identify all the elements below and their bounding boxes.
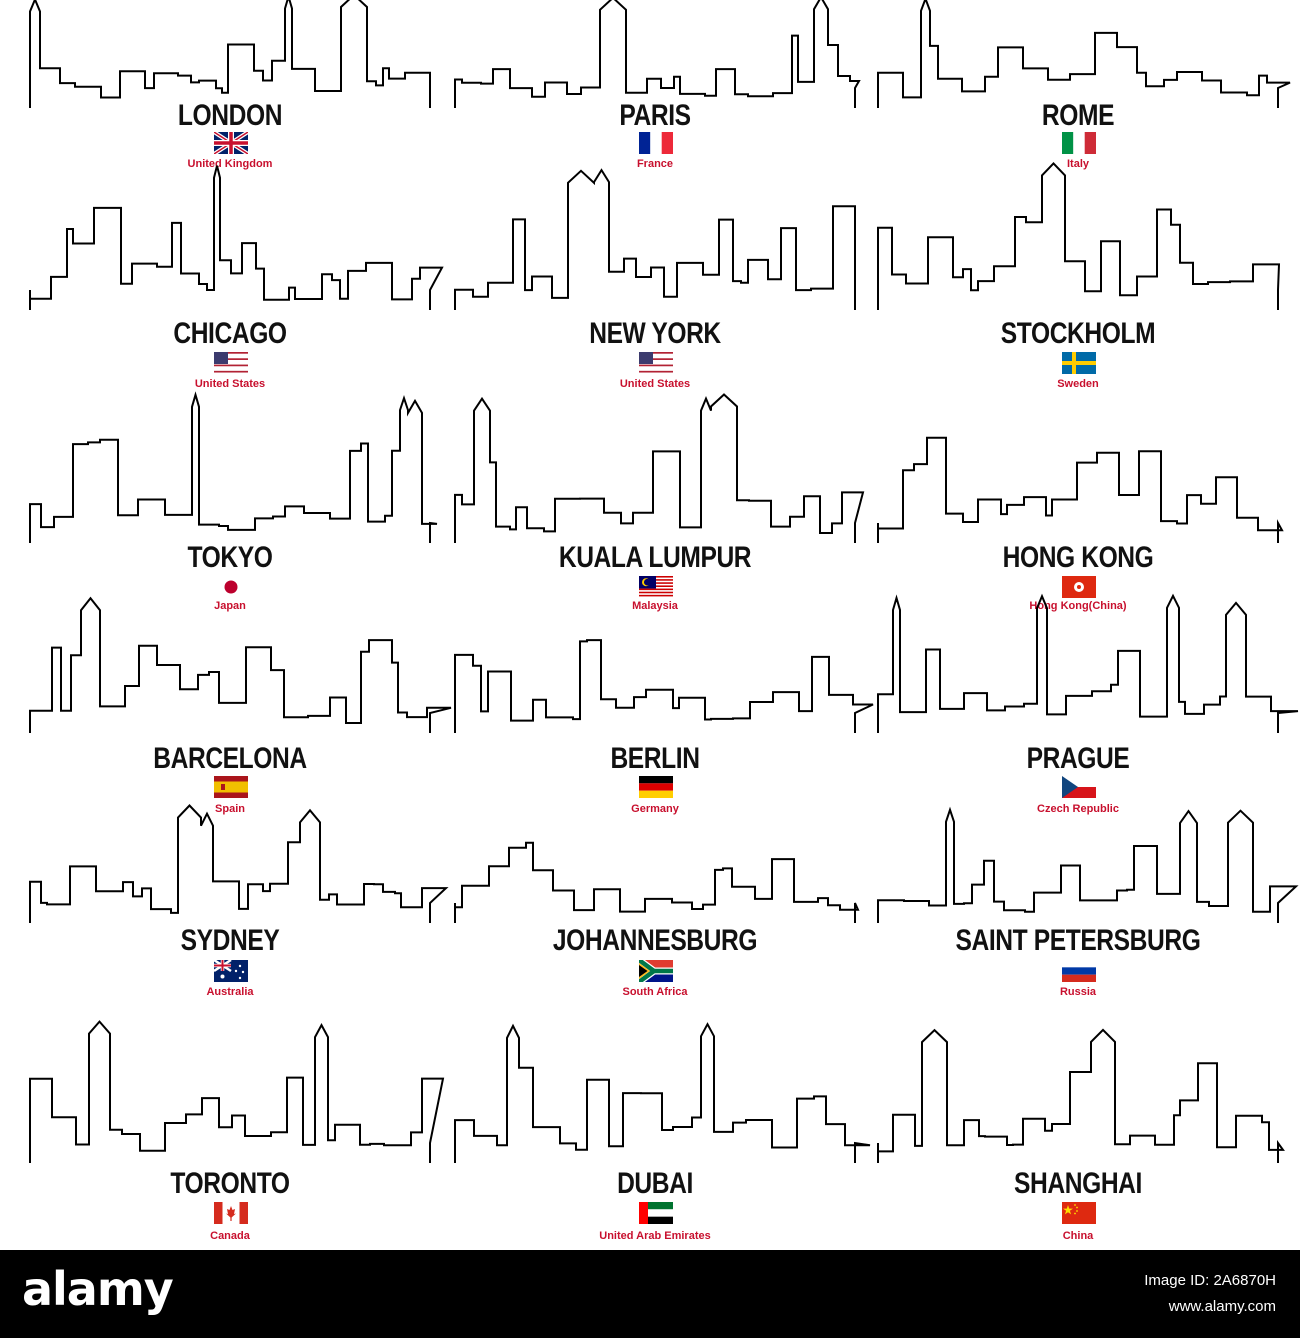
skyline-chicago bbox=[20, 170, 440, 312]
skyline-barcelona bbox=[20, 605, 440, 735]
city-name: STOCKHOLM bbox=[1000, 317, 1156, 350]
skyline-prague bbox=[868, 605, 1288, 735]
city-name: BERLIN bbox=[610, 742, 700, 775]
country-name: France bbox=[636, 158, 674, 170]
city-name: DUBAI bbox=[617, 1167, 693, 1200]
skyline-new-york bbox=[445, 170, 865, 312]
city-name: KUALA LUMPUR bbox=[558, 541, 752, 574]
site-url: www.alamy.com bbox=[1168, 1298, 1276, 1315]
country-name: Canada bbox=[210, 1230, 250, 1242]
skyline-outline bbox=[878, 438, 1282, 543]
canada-flag-icon bbox=[214, 1202, 248, 1224]
city-name: JOHANNESBURG bbox=[552, 924, 758, 957]
skyline-outline bbox=[30, 166, 442, 310]
uae-flag-icon bbox=[639, 1202, 673, 1224]
city-name: BARCELONA bbox=[153, 742, 307, 775]
usa-flag-icon bbox=[639, 352, 673, 374]
skyline-outline bbox=[455, 170, 855, 310]
skyline-kuala-lumpur bbox=[445, 400, 865, 545]
city-name: PARIS bbox=[619, 99, 691, 132]
skyline-outline bbox=[878, 0, 1290, 108]
czech-flag-icon bbox=[1062, 776, 1096, 798]
skyline-saint-petersburg bbox=[868, 815, 1288, 925]
skyline-outline bbox=[455, 0, 859, 108]
skyline-outline bbox=[30, 598, 451, 733]
skyline-berlin bbox=[445, 605, 865, 735]
skyline-london bbox=[20, 5, 440, 110]
skyline-outline bbox=[878, 163, 1279, 310]
hongkong-flag-icon bbox=[1062, 576, 1096, 598]
skyline-outline bbox=[455, 1024, 870, 1163]
uk-flag-icon bbox=[214, 132, 248, 154]
australia-flag-icon bbox=[214, 960, 248, 982]
country-name: United Arab Emirates bbox=[599, 1230, 711, 1242]
city-name: SYDNEY bbox=[180, 924, 280, 957]
skyline-outline bbox=[878, 596, 1298, 733]
skyline-johannesburg bbox=[445, 815, 865, 925]
city-name: SHANGHAI bbox=[1014, 1167, 1142, 1200]
city-name: LONDON bbox=[177, 99, 283, 132]
country-name: Malaysia bbox=[632, 600, 678, 612]
skyline-dubai bbox=[445, 1030, 865, 1165]
skyline-shanghai bbox=[868, 1030, 1288, 1165]
city-name: CHICAGO bbox=[173, 317, 287, 350]
image-id: Image ID: 2A6870H bbox=[1144, 1272, 1276, 1289]
france-flag-icon bbox=[639, 132, 673, 154]
country-name: Czech Republic bbox=[1037, 803, 1119, 815]
city-name: TOKYO bbox=[187, 541, 273, 574]
country-name: Australia bbox=[206, 986, 254, 998]
city-name: PRAGUE bbox=[1026, 742, 1130, 775]
malaysia-flag-icon bbox=[639, 576, 673, 598]
skyline-outline bbox=[455, 640, 873, 733]
country-name: United States bbox=[194, 378, 266, 390]
skyline-outline bbox=[30, 0, 430, 108]
city-name: TORONTO bbox=[170, 1167, 290, 1200]
city-name: SAINT PETERSBURG bbox=[955, 924, 1201, 957]
japan-flag-icon bbox=[214, 576, 248, 598]
spain-flag-icon bbox=[214, 776, 248, 798]
russia-flag-icon bbox=[1062, 960, 1096, 982]
skyline-sydney bbox=[20, 815, 440, 925]
italy-flag-icon bbox=[1062, 132, 1096, 154]
country-name: China bbox=[1062, 1230, 1094, 1242]
skyline-outline bbox=[30, 1022, 443, 1163]
skyline-toronto bbox=[20, 1030, 440, 1165]
skyline-outline bbox=[455, 395, 863, 544]
skyline-outline bbox=[878, 810, 1296, 923]
skyline-hong-kong bbox=[868, 400, 1288, 545]
skyline-outline bbox=[30, 806, 446, 924]
skyline-rome bbox=[868, 5, 1288, 110]
sweden-flag-icon bbox=[1062, 352, 1096, 374]
country-name: Hong Kong(China) bbox=[1029, 600, 1127, 612]
china-flag-icon bbox=[1062, 1202, 1096, 1224]
city-name: NEW YORK bbox=[589, 317, 721, 350]
country-name: Italy bbox=[1066, 158, 1089, 170]
city-name: HONG KONG bbox=[1002, 541, 1154, 574]
germany-flag-icon bbox=[639, 776, 673, 798]
country-name: Russia bbox=[1059, 986, 1097, 998]
country-name: United Kingdom bbox=[187, 158, 273, 170]
southafrica-flag-icon bbox=[639, 960, 673, 982]
skyline-outline bbox=[455, 843, 858, 923]
country-name: Japan bbox=[214, 600, 246, 612]
country-name: Germany bbox=[631, 803, 679, 815]
city-name: ROME bbox=[1041, 99, 1115, 132]
footer-bar bbox=[0, 1250, 1300, 1338]
skyline-stockholm bbox=[868, 170, 1288, 312]
skyline-outline bbox=[878, 1030, 1283, 1163]
country-name: Spain bbox=[215, 803, 245, 815]
country-name: Sweden bbox=[1057, 378, 1099, 390]
country-name: South Africa bbox=[622, 986, 688, 998]
skyline-outline bbox=[30, 395, 437, 543]
country-name: United States bbox=[619, 378, 691, 390]
image-info bbox=[1144, 1268, 1276, 1320]
skyline-paris bbox=[445, 5, 865, 110]
alamy-logo: alamy bbox=[22, 1262, 173, 1316]
skyline-tokyo bbox=[20, 400, 440, 545]
usa-flag-icon bbox=[214, 352, 248, 374]
